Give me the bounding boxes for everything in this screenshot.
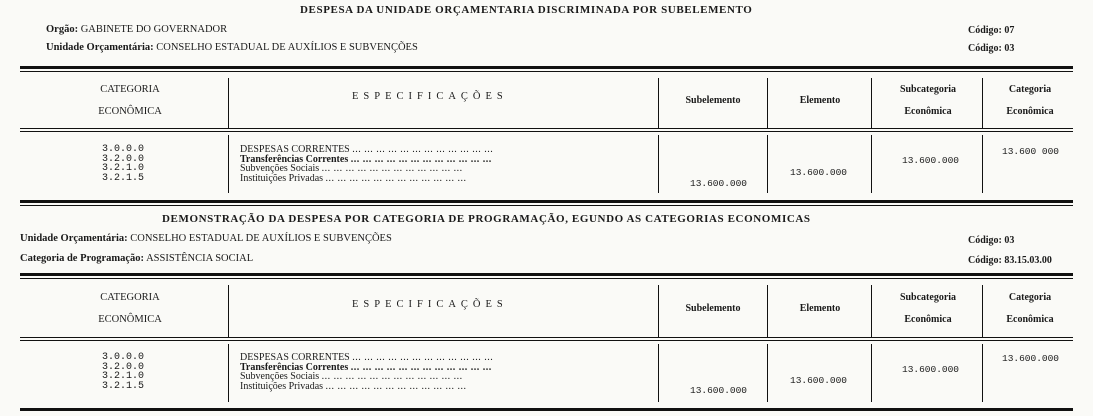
table2-col-subcategoria-1: Subcategoria [899,292,957,303]
table1-divider-3 [767,78,768,128]
table2-bottom-rule [20,408,1073,411]
table2-codes [102,353,144,391]
table1-spec-text: Transferências Correntes [240,153,349,165]
table2-col-catecon-1: Categoria [1008,292,1052,303]
unidade-value-2: CONSELHO ESTADUAL DE AUXÍLIOS E SUBVENÇÕES [130,233,392,244]
table1-bottom-rule-thin [20,205,1073,206]
table1-body-divider-5 [982,135,983,193]
categoria-value: ASSISTÊNCIA SOCIAL [146,253,254,264]
table2-col-categoria-2: ECONÔMICA [98,314,162,325]
table2-subcategoria-value: 13.600.000 [902,364,960,375]
table2-top-rule [20,273,1073,276]
table2-col-subcategoria-2: Econômica [904,314,952,325]
table2-spec-dots: ... ... ... ... ... ... ... ... ... ... ... ... [321,371,463,382]
table2-col-especificacoes: ESPECIFICAÇÕES [352,299,508,310]
table1-spec-dots: ... ... ... ... ... ... ... ... ... ... ... ... [350,153,492,165]
table2-divider-1 [228,285,229,337]
categoria-codigo: Código: 83.15.03.00 [968,255,1052,266]
orgao-label: Orgão: [46,24,79,35]
table1-code: 3.0.0.0 [102,144,145,155]
table2-spec-row [240,382,493,392]
table2-subelemento-value: 13.600.000 [690,385,748,396]
table1-divider-2 [658,78,659,128]
table2-spec-text: DESPESAS CORRENTES [240,352,350,363]
table2-body-divider-4 [871,344,872,402]
table1-body-divider-2 [658,135,659,193]
unidade-codigo-1: Código: 03 [968,43,1015,54]
table1-header-rule-2 [20,131,1073,132]
table2-col-elemento: Elemento [799,303,841,314]
table2-top-rule-thin [20,278,1073,279]
table1-top-rule-thin [20,71,1073,72]
table1-body-divider-3 [767,135,768,193]
table1-col-subelemento: Subelemento [685,95,741,106]
table1-col-categoria-1: CATEGORIA [100,84,160,95]
table2-divider-4 [871,285,872,337]
table1-divider-1 [228,78,229,128]
table2-divider-5 [982,285,983,337]
table2-col-subelemento: Subelemento [685,303,741,314]
table1-code: 3.2.1.5 [102,172,145,184]
table2-body-divider-5 [982,344,983,402]
table1-top-rule [20,66,1073,69]
table2-spec-text: Subvenções Sociais [240,371,320,382]
table2-divider-3 [767,285,768,337]
table2-col-categoria-1: CATEGORIA [100,292,160,303]
table2-header-rule [20,337,1073,338]
table1-col-subcategoria-2: Econômica [904,106,952,117]
unidade-codigo-2: Código: 03 [968,235,1015,246]
unidade-label-2: Unidade Orçamentária: [20,233,128,244]
table1-spec-text: DESPESAS CORRENTES [240,144,350,155]
table2-spec-dots: ... ... ... ... ... ... ... ... ... ... ... ... [325,380,467,392]
table1-bottom-rule [20,200,1073,203]
table1-codes [102,145,144,183]
table2-elemento-value: 13.600.000 [790,375,848,386]
table2-spec-text: Transferências Correntes [240,361,349,373]
section1-title: DESPESA DA UNIDADE ORÇAMENTARIA DISCRIMINADA POR SUBELEMENTO [300,4,753,16]
table1-spec-text: Instituições Privadas [240,172,324,184]
table2-code: 3.0.0.0 [102,352,145,363]
table1-spec-dots: ... ... ... ... ... ... ... ... ... ... ... ... [321,163,463,174]
table1-categoria-value: 13.600 000 [1002,146,1060,157]
table1-spec-row [240,174,493,184]
table1-spec-dots: ... ... ... ... ... ... ... ... ... ... ... ... [352,144,494,155]
orgao-value: GABINETE DO GOVERNADOR [80,24,228,35]
table1-header-rule [20,128,1073,129]
table2-body-divider-1 [228,344,229,402]
table2-spec-text: Instituições Privadas [240,380,324,392]
table1-col-catecon-1: Categoria [1008,84,1052,95]
table1-elemento-value: 13.600.000 [790,167,848,178]
unidade-label-1: Unidade Orçamentária: [46,42,154,53]
table1-specs [240,145,493,183]
table2-body-divider-3 [767,344,768,402]
table1-col-categoria-2: ECONÔMICA [98,106,162,117]
table1-divider-4 [871,78,872,128]
table2-code: 3.2.0.0 [102,361,145,373]
table2-col-catecon-2: Econômica [1006,314,1054,325]
table1-col-especificacoes: ESPECIFICAÇÕES [352,91,508,102]
table1-subcategoria-value: 13.600.000 [902,155,960,166]
table1-code: 3.2.1.0 [102,163,145,174]
table1-code: 3.2.0.0 [102,153,145,165]
table2-code: 3.2.1.5 [102,380,145,392]
table1-subelemento-value: 13.600.000 [690,178,748,189]
section2-title: DEMONSTRAÇÃO DA DESPESA POR CATEGORIA DE PROGRAMAÇÃO, EGUNDO AS CATEGORIAS ECONOMICAS [162,213,811,225]
table2-spec-dots: ... ... ... ... ... ... ... ... ... ... ... ... [352,352,494,363]
unidade-line-1 [46,42,418,53]
table2-body-divider-2 [658,344,659,402]
table1-divider-5 [982,78,983,128]
table1-spec-dots: ... ... ... ... ... ... ... ... ... ... ... ... [325,172,467,184]
table2-header-rule-2 [20,340,1073,341]
table2-divider-2 [658,285,659,337]
table2-specs [240,353,493,391]
table1-body-divider-4 [871,135,872,193]
table2-code: 3.2.1.0 [102,371,145,382]
table1-col-elemento: Elemento [799,95,841,106]
table1-col-catecon-2: Econômica [1006,106,1054,117]
orgao-codigo: Código: 07 [968,25,1015,36]
categoria-line [20,253,253,264]
unidade-line-2 [20,233,392,244]
table2-spec-dots: ... ... ... ... ... ... ... ... ... ... ... ... [350,361,492,373]
orgao-line [46,24,227,35]
table1-body-divider-1 [228,135,229,193]
table1-col-subcategoria-1: Subcategoria [899,84,957,95]
table1-spec-text: Subvenções Sociais [240,163,320,174]
unidade-value-1: CONSELHO ESTADUAL DE AUXÍLIOS E SUBVENÇÕES [156,42,418,53]
table2-categoria-value: 13.600.000 [1002,353,1060,364]
categoria-label: Categoria de Programação: [20,253,145,264]
